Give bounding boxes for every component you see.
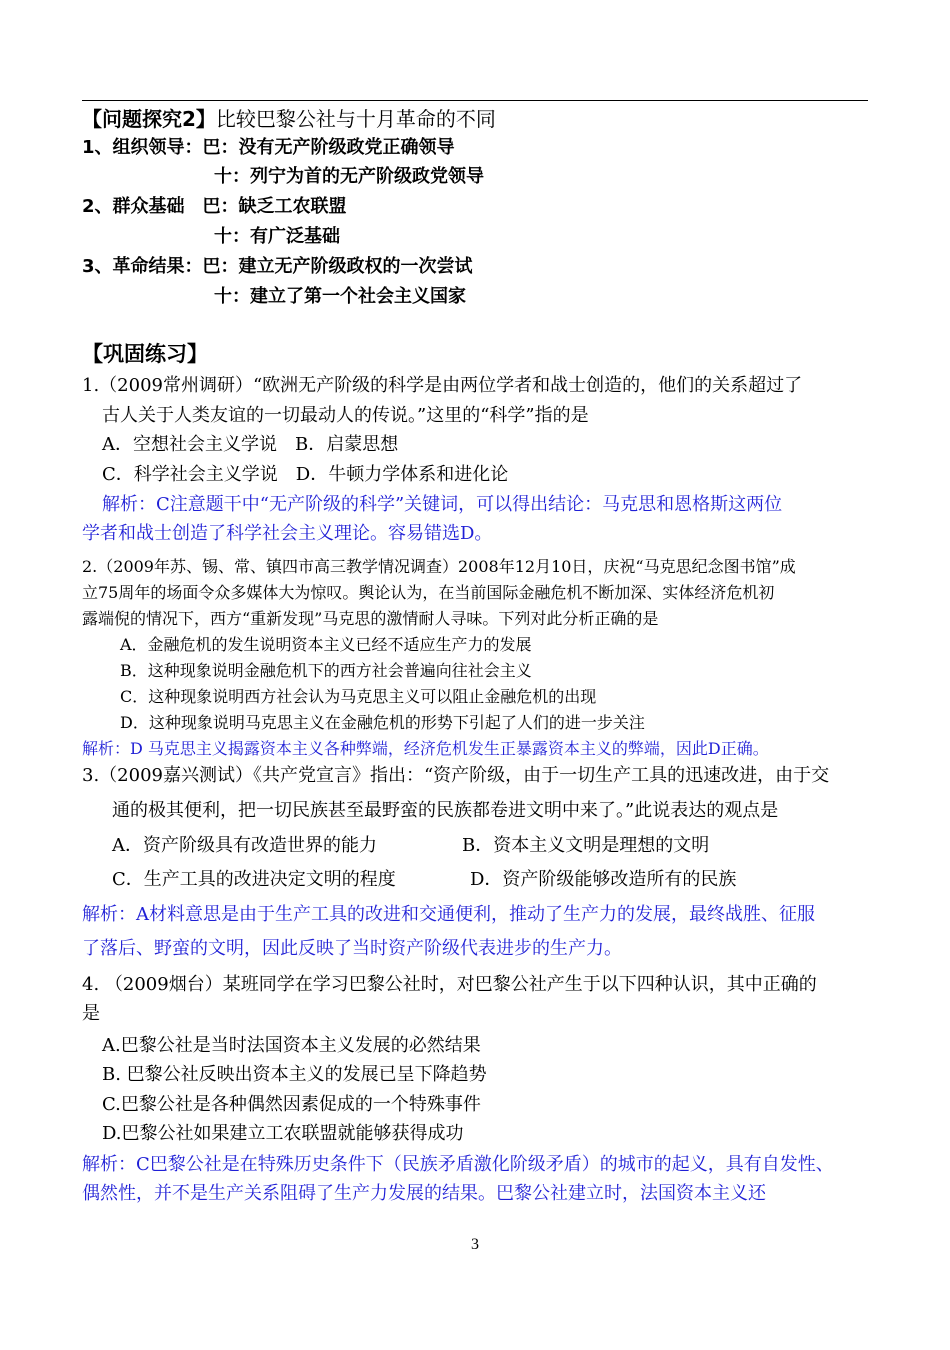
q1-options-cd: C．科学社会主义学说 D．牛顿力学体系和进化论 xyxy=(102,464,509,485)
q4-stem-line-2: 是 xyxy=(82,1003,100,1024)
compare-line-4: 十：有广泛基础 xyxy=(214,226,340,247)
q1-answer-line-1: 解析：C注意题干中“无产阶级的科学”关键词，可以得出结论：马克思和恩格斯这两位 xyxy=(102,494,783,515)
section-title-inquiry: 【问题探究2】比较巴黎公社与十月革命的不同 xyxy=(82,107,496,131)
q3-option-d: D．资产阶级能够改造所有的民族 xyxy=(470,869,737,890)
q4-answer-line-2: 偶然性，并不是生产关系阻碍了生产力发展的结果。巴黎公社建立时，法国资本主义还 xyxy=(82,1183,766,1204)
q4-answer-line-1: 解析：C巴黎公社是在特殊历史条件下（民族矛盾激化阶级矛盾）的城市的起义，具有自发性、 xyxy=(82,1154,834,1175)
q1-stem-line-1: 1.（2009常州调研）“欧洲无产阶级的科学是由两位学者和战士创造的，他们的关系超过了 xyxy=(82,375,803,396)
q4-option-b: B. 巴黎公社反映出资本主义的发展已呈下降趋势 xyxy=(102,1064,487,1085)
q3-stem-line-2: 通的极其便利，把一切民族甚至最野蛮的民族都卷进文明中来了。”此说表达的观点是 xyxy=(112,800,779,821)
q3-answer-line-2: 了落后、野蛮的文明，因此反映了当时资产阶级代表进步的生产力。 xyxy=(82,938,622,959)
q2-option-c: C．这种现象说明西方社会认为马克思主义可以阻止金融危机的出现 xyxy=(120,687,597,706)
q3-answer-line-1: 解析：A材料意思是由于生产工具的改进和交通便利，推动了生产力的发展，最终战胜、征服 xyxy=(82,904,815,925)
q3-stem-line-1: 3.（2009嘉兴测试）《共产党宣言》指出：“资产阶级，由于一切生产工具的迅速改进，由于交 xyxy=(82,765,830,786)
header-rule xyxy=(82,100,868,101)
compare-line-1: 1、组织领导：巴：没有无产阶级政党正确领导 xyxy=(82,137,455,158)
q2-option-b: B．这种现象说明金融危机下的西方社会普遍向往社会主义 xyxy=(120,661,532,680)
q1-answer-line-2: 学者和战士创造了科学社会主义理论。容易错选D。 xyxy=(82,523,493,544)
q2-option-d: D．这种现象说明马克思主义在金融危机的形势下引起了人们的进一步关注 xyxy=(120,713,645,732)
q1-options-ab: A．空想社会主义学说 B．启蒙思想 xyxy=(102,434,399,455)
q4-option-d: D.巴黎公社如果建立工农联盟就能够获得成功 xyxy=(102,1123,464,1144)
compare-line-3: 2、群众基础 巴：缺乏工农联盟 xyxy=(82,196,347,217)
q1-stem-line-2: 古人关于人类友谊的一切最动人的传说。”这里的“科学”指的是 xyxy=(102,405,589,426)
q2-stem-line-2: 立75周年的场面令众多媒体大为惊叹。舆论认为，在当前国际金融危机不断加深、实体经济危机初 xyxy=(82,583,775,602)
compare-line-6: 十：建立了第一个社会主义国家 xyxy=(214,286,466,307)
compare-line-5: 3、革命结果：巴：建立无产阶级政权的一次尝试 xyxy=(82,256,473,277)
q2-answer: 解析：D 马克思主义揭露资本主义各种弊端，经济危机发生正暴露资本主义的弊端，因此D正确。 xyxy=(82,739,769,758)
q3-option-a: A．资产阶级具有改造世界的能力 xyxy=(112,835,377,856)
compare-line-2: 十：列宁为首的无产阶级政党领导 xyxy=(214,166,484,187)
q3-option-b: B．资本主义文明是理想的文明 xyxy=(462,835,710,856)
q2-stem-line-1: 2.（2009年苏、锡、常、镇四市高三教学情况调查）2008年12月10日，庆祝“马克思纪念图书馆”成 xyxy=(82,557,796,576)
q3-option-c: C．生产工具的改进决定文明的程度 xyxy=(112,869,396,890)
q2-option-a: A．金融危机的发生说明资本主义已经不适应生产力的发展 xyxy=(120,635,532,654)
section-title-practice: 【巩固练习】 xyxy=(82,342,208,366)
q4-option-c: C.巴黎公社是各种偶然因素促成的一个特殊事件 xyxy=(102,1094,481,1115)
q4-option-a: A.巴黎公社是当时法国资本主义发展的必然结果 xyxy=(102,1035,481,1056)
page-number: 3 xyxy=(471,1236,479,1253)
q2-stem-line-3: 露端倪的情况下，西方“重新发现”马克思的激情耐人寻味。下列对此分析正确的是 xyxy=(82,609,659,628)
q4-stem-line-1: 4. （2009烟台）某班同学在学习巴黎公社时，对巴黎公社产生于以下四种认识，其中正确的 xyxy=(82,974,817,995)
